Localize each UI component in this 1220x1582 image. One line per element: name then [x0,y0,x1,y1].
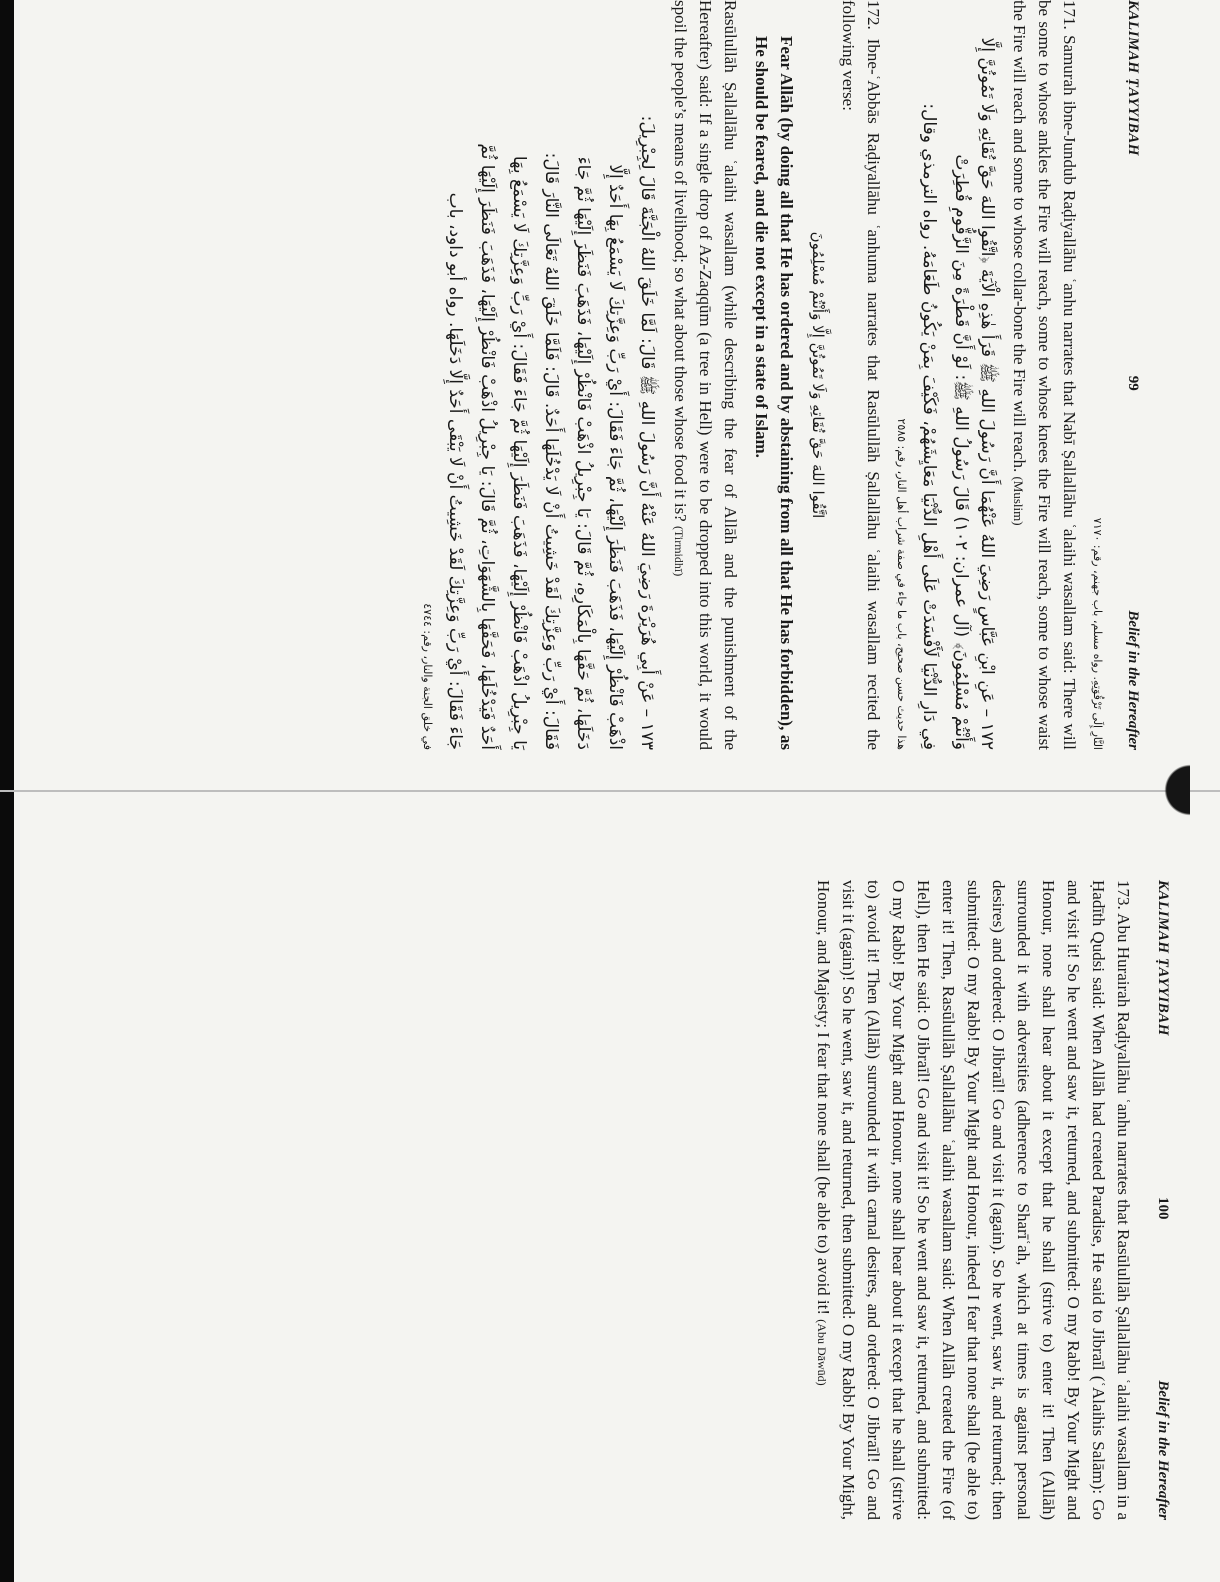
arabic-continuation: النَّارِ إِلَى تَرْقُوَتِهِ. رواه مسلم، باب جهنم، رقم: ٧١٧٠ [1091,517,1104,750]
hadith-173-arabic-1: ١٧٣ – عَنْ أَبِي هُرَيْرَةَ رَضِيَ اللهُ عَنْهُ أَنَّ رَسُولَ اللهِ ﷺ قَالَ: لَمَّا خَلَقَ اللهُ الْجَنَّةَ قَالَ لِجِبْرِيلَ: [637,115,657,750]
hadith-173-arabic-3: دَخَلَهَا، ثُمَّ حَفَّهَا بِالْمَكَارِهِ، ثُمَّ قَالَ: يَا جِبْرِيلُ اذْهَبْ فَانْظُرْ إِلَيْهَا، فَذَهَبَ فَنَظَرَ إِلَيْهَا ثُمَّ جَاءَ [573,156,593,750]
running-title-right: Belief in the Hereafter [1125,610,1141,750]
book-gutter [0,790,1220,792]
hadith-173-arabic-4: فَقَالَ: أَيْ رَبِّ وَعِزَّتِكَ لَقَدْ خَشِيتُ أَنْ لَا يَدْخُلَهَا أَحَدٌ. قَالَ: فَلَمَّا خَلَقَ اللهُ تَعَالَى النَّارَ قَالَ: [541,152,561,750]
hadith-173 [809,880,1136,1520]
hadith-173-arabic-7: جَاءَ فَقَالَ: أَيْ رَبِّ وَعِزَّتِكَ لَقَدْ خَشِيتُ أَنْ لَا يَبْقَى أَحَدٌ إِلَّا دَخَلَهَا. رواه أبو داود، باب [445,192,465,750]
hadith-172-text-1: 172. Ibne-ʿAbbās Raḍiyallāhu ʿanhuma narrates that Rasūlullāh Ṣallallāhu ʿalaihi wasallam recited the following verse: [839,0,883,750]
running-title-left: KALIMAH ṬAYYIBAH [1155,880,1171,1036]
running-header [1150,880,1175,1520]
running-title-right: Belief in the Hereafter [1155,1380,1171,1520]
hadith-172-arabic-1: ١٧٢ – عَنِ ابْنِ عَبَّاسٍ رَضِيَ اللهُ عَنْهُمَا أَنَّ رَسُولَ اللهِ ﷺ قَرَأَ هٰذِهِ الْآيَةَ ﴿اتَّقُوا اللهَ حَقَّ تُقَاتِهِ وَلَا تَمُوتُنَّ إِلَّا وَأَنْتُمْ مُسْلِمُونَ﴾ (آل عمران: ١٠٢) قَالَ رَسُولُ اللهِ ﷺ: لَوْ أَنَّ قَطْرَةً مِنَ الزَّقُّومِ قُطِرَتْ [951,37,997,750]
hadith-172 [666,0,743,750]
hadith-173-arabic-5: يَا جِبْرِيلُ اذْهَبْ فَانْظُرْ إِلَيْهَا، فَذَهَبَ فَنَظَرَ إِلَيْهَا ثُمَّ جَاءَ فَقَالَ: أَيْ رَبِّ وَعِزَّتِكَ لَا يَسْمَعُ بِهَا [509,155,529,750]
hadith-171-citation: (Muslim) [1011,476,1026,526]
hadith-173-arabic-2: اذْهَبْ فَانْظُرْ إِلَيْهَا، فَذَهَبَ فَنَظَرَ إِلَيْهَا، ثُمَّ جَاءَ فَقَالَ: أَيْ رَبِّ وَعِزَّتِكَ لَا يَسْمَعُ بِهَا أَحَدٌ إِلَّا [605,164,625,750]
hadith-172-citation: (Tirmidhī) [672,525,686,577]
quran-verse-translation: Fear Allāh (by doing all that He has ordered and by abstaining from all that He has forbidden), as He should be feared, and die not except in a state of Islam. [752,36,796,750]
running-header [1120,0,1145,750]
hadith-171-text: 171. Samurah ibne-Jundub Raḍiyallāhu ʿanhu narrates that Nabī Ṣallallāhu ʿalaihi wasallam said: There will be some to whose ankles the Fire will reach, some to whose knees the Fire will reach, some to whose waist the Fire will reach and some to whose collar-bone the Fire will reach. [1010,0,1079,750]
page-number: 99 [1125,375,1141,391]
running-title-left: KALIMAH ṬAYYIBAH [1125,0,1141,156]
hadith-172-arabic-2: فِي دَارِ الدُّنْيَا لَأَفْسَدَتْ عَلَى أَهْلِ الدُّنْيَا مَعَايِشَهُمْ، فَكَيْفَ بِمَنْ يَكُونُ طَعَامَهُ. رواه الترمذي وقال: [919,103,939,750]
hadith-173-citation: (Abu Dāwūd) [815,1319,829,1386]
page-99 [421,0,1145,750]
hadith-173-text: 173. Abu Hurairah Raḍiyallāhu ʿanhu narrates that Rasūlullāh Ṣallallāhu ʿalaihi wasallam in a Ḥadīth Qudsi said: When Allāh had created Paradise, He said to Jibraīl (ʿAlaihis Salām): Go and visit it! So he went and saw it, returned, and submitted: O my Rabb! By Your Might and Honour, none shall hear about it except that he shall (strive to) enter it! Then (Allāh) surrounded it with adversities (adherence to Sharīʿah, which at times is against personal desires) and ordered: O Jibraīl! Go and visit it (again). So he went, saw it, and returned; then submitted: O my Rabb! By Your Might and Honour, indeed I fear that none shall (be able to) enter it! Then, Rasūlullāh Ṣallallāhu ʿalaihi wasallam said: When Allāh created the Fire (of Hell), then He said: O Jibraīl! Go and visit it! So he went and saw it, returned, and submitted: O my Rabb! By Your Might and Honour, none shall hear about it except that he shall (strive to) avoid it! Then (Allāh) surrounded it with carnal desires, and ordered: O Jibraīl! Go and visit it (again)! So he went, saw it, and returned, then submitted: O my Rabb! By Your Might, Honour, and Majesty; I fear that none shall (be able to) avoid it! [814,880,1133,1520]
page-100 [475,880,1175,1520]
page-number: 100 [1155,1196,1171,1220]
hadith-173-arabic-6: أَحَدٌ فَيَدْخُلَهَا، فَحَفَّهَا بِالشَّهَوَاتِ، ثُمَّ قَالَ: يَا جِبْرِيلُ اذْهَبْ فَانْظُرْ إِلَيْهَا، فَذَهَبَ فَنَظَرَ إِلَيْهَا ثُمَّ [477,143,497,750]
hadith-172-arabic-ref: هذا حديث حسن صحيح، باب ما جاء في صفة شراب أهل النار، رقم: ٢٥٨٥ [895,418,908,750]
spine-shadow [1160,760,1190,820]
quran-verse-arabic: اتَّقُوا اللهَ حَقَّ تُقَاتِهِ وَلَا تَمُوتُنَّ إِلَّا وَأَنْتُمْ مُسْلِمُونَ [809,231,827,519]
hadith-171 [1006,0,1082,750]
hadith-173-arabic-ref: في خلق الجنة والنار، رقم: ٤٧٤٤ [421,603,434,750]
hadith-172-text-2: Rasūlullāh Ṣallallāhu ʿalaihi wasallam (while describing the fear of Allāh and the punishment of the Hereafter) said: If a single drop of Az-Zaqqūm (a tree in Hell) were to be dropped into this world, it would spoil the people’s means of livelihood; so what about those whose food it is? [671,0,740,750]
